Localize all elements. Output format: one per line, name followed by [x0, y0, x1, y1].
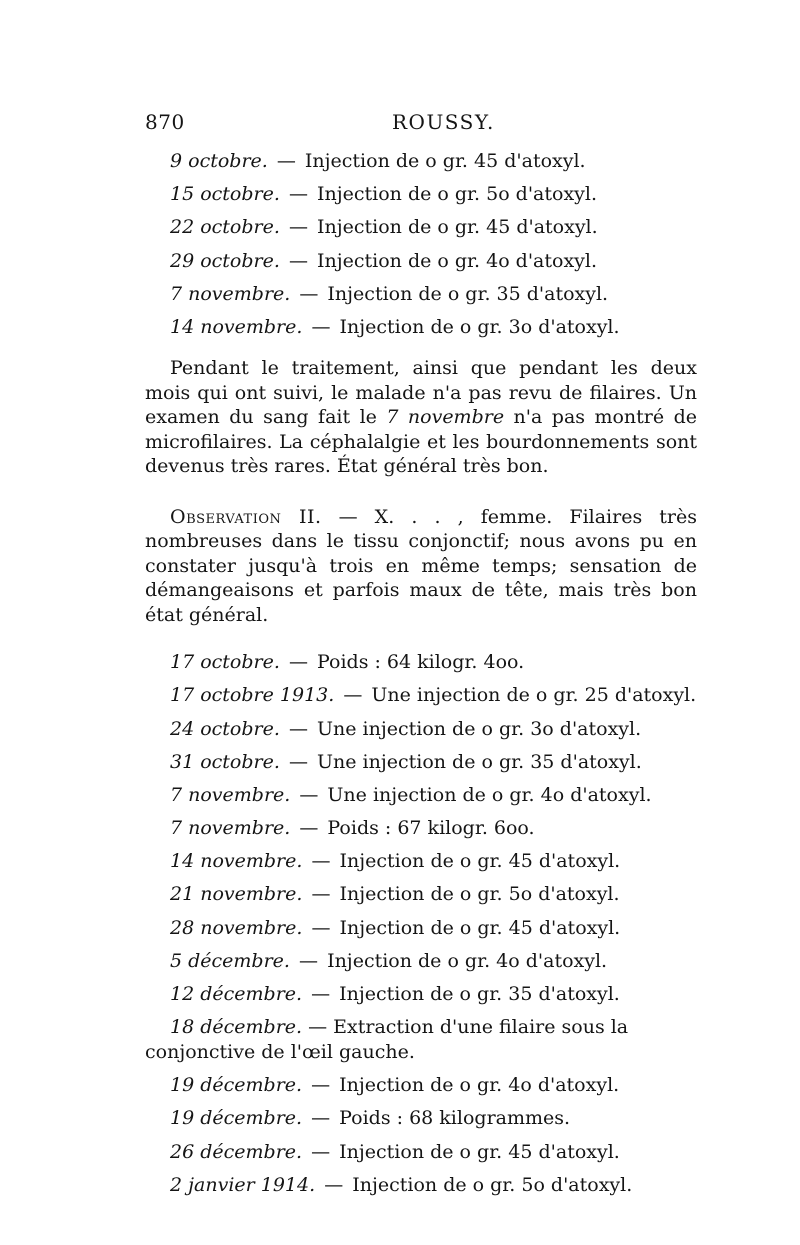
- entry-date: 18 décembre.: [170, 1016, 303, 1039]
- entry-dash: —: [324, 1173, 344, 1196]
- entry-date: 19 décembre.: [170, 1074, 303, 1097]
- entry-date: 26 décembre.: [170, 1140, 303, 1163]
- entry-date: 22 octobre.: [170, 216, 280, 239]
- treatment-log-observation-2-continued: [0, 1069, 800, 1202]
- entry-date: 15 octobre.: [170, 183, 280, 206]
- entry-dash: —: [288, 249, 308, 272]
- entry-date: 14 novembre.: [170, 315, 303, 338]
- entry-date: 2 janvier 1914.: [170, 1173, 316, 1196]
- entry-date: 14 novembre.: [170, 850, 303, 873]
- entry-text: Injection de o gr. 45 d'atoxyl.: [339, 916, 621, 939]
- entry-text: Injection de o gr. 4o d'atoxyl.: [327, 949, 608, 972]
- observation-label: Observation II.: [170, 505, 322, 528]
- log-entry: [170, 311, 710, 344]
- entry-date: 12 décembre.: [170, 983, 303, 1005]
- log-entry: [170, 145, 710, 178]
- entry-dash: —: [308, 1016, 328, 1039]
- entry-date: 24 octobre.: [170, 717, 280, 740]
- entry-date: 7 novembre.: [170, 282, 291, 305]
- running-head: ROUSSY.: [392, 110, 495, 134]
- log-entry: [170, 245, 710, 278]
- entry-dash: —: [311, 850, 331, 873]
- entry-text: Injection de o gr. 35 d'atoxyl.: [339, 983, 620, 1005]
- log-entry: [170, 945, 710, 978]
- entry-text: Injection de o gr. 45 d'atoxyl.: [339, 850, 621, 873]
- entry-dash: —: [343, 684, 363, 707]
- entry-date: 29 octobre.: [170, 249, 280, 272]
- treatment-log-observation-1: [0, 145, 800, 344]
- entry-date: 17 octobre.: [170, 651, 280, 674]
- entry-dash: —: [311, 315, 331, 338]
- entry-date: 17 octobre 1913.: [170, 684, 335, 707]
- entry-dash: —: [288, 183, 308, 206]
- entry-text: Une injection de o gr. 4o d'atoxyl.: [327, 783, 652, 806]
- entry-text: Injection de o gr. 5o d'atoxyl.: [352, 1173, 633, 1196]
- entry-text: Injection de o gr. 35 d'atoxyl.: [327, 282, 609, 305]
- entry-dash: —: [311, 1140, 331, 1163]
- log-entry-wrapped: [145, 1015, 697, 1065]
- entry-dash: —: [288, 750, 308, 773]
- log-entry: [170, 746, 710, 779]
- log-entry: [170, 878, 710, 911]
- log-entry: [170, 978, 710, 1011]
- log-entry: [170, 1069, 710, 1102]
- log-entry: [170, 1136, 710, 1169]
- log-entry: [170, 1169, 710, 1202]
- entry-date: 7 novembre.: [170, 783, 291, 806]
- entry-text: Poids : 67 kilogr. 6oo.: [327, 817, 535, 840]
- paragraph-text: — X. . . , femme. Filaires très nombreuses dans le tissu conjonctif; nous avons pu en constater jusqu'à trois en même temps; sensation de démangeaisons et parfois maux de tête, mais très bon état général.: [145, 505, 698, 626]
- entry-text: Injection de o gr. 4o d'atoxyl.: [317, 249, 598, 272]
- entry-text: Injection de o gr. 45 d'atoxyl.: [304, 150, 586, 172]
- entry-text: Injection de o gr. 5o d'atoxyl.: [317, 183, 598, 206]
- entry-dash: —: [311, 916, 331, 939]
- entry-dash: —: [299, 817, 319, 840]
- log-entry: [170, 278, 710, 311]
- log-entry: [170, 779, 710, 812]
- entry-text: Injection de o gr. 45 d'atoxyl.: [339, 1140, 620, 1163]
- entry-text: Une injection de o gr. 25 d'atoxyl.: [371, 684, 697, 707]
- entry-date: 9 octobre.: [170, 150, 268, 172]
- log-entry: [170, 1102, 710, 1135]
- log-entry: [170, 679, 710, 712]
- log-entry: [170, 812, 710, 845]
- entry-dash: —: [288, 717, 308, 740]
- entry-text: Injection de o gr. 5o d'atoxyl.: [339, 883, 620, 906]
- entry-date: 21 novembre.: [170, 883, 303, 906]
- entry-text: Poids : 64 kilogr. 4oo.: [317, 651, 525, 674]
- entry-text: Injection de o gr. 4o d'atoxyl.: [339, 1074, 620, 1097]
- entry-dash: —: [288, 216, 308, 239]
- log-entry: [170, 211, 710, 244]
- entry-text: Injection de o gr. 3o d'atoxyl.: [339, 315, 620, 338]
- entry-text: Une injection de o gr. 35 d'atoxyl.: [317, 750, 642, 773]
- page-number: 870: [145, 110, 185, 134]
- treatment-log-observation-2: [0, 646, 800, 1011]
- entry-dash: —: [299, 949, 319, 972]
- entry-dash: —: [311, 883, 331, 906]
- paragraph-observation-2: [145, 505, 697, 628]
- log-entry: [170, 912, 710, 945]
- paragraph-text: Pendant le traitement, ainsi que pendant les deux mois qui ont suivi, le malade n'a pas revu de filaires. Un examen du sang fait le: [145, 357, 697, 429]
- entry-dash: —: [299, 282, 319, 305]
- paragraph-italic-date: 7 novembre: [386, 406, 505, 429]
- page-body: [0, 145, 800, 1202]
- entry-date: 5 décembre.: [170, 949, 290, 972]
- paragraph-text: n'a pas montré de microfilaires. La céphalalgie et les bourdonnements sont devenus très rares. État général très bon.: [145, 406, 698, 478]
- entry-dash: —: [311, 1074, 331, 1097]
- log-entry: [170, 713, 710, 746]
- entry-dash: —: [276, 150, 296, 172]
- entry-date: 31 octobre.: [170, 750, 280, 773]
- entry-dash: —: [311, 1107, 331, 1130]
- entry-dash: —: [299, 783, 319, 806]
- paragraph-treatment-result: [145, 356, 697, 479]
- entry-date: 7 novembre.: [170, 817, 291, 840]
- entry-dash: —: [311, 983, 331, 1005]
- entry-text: Poids : 68 kilogrammes.: [339, 1107, 571, 1130]
- log-entry: [170, 845, 710, 878]
- entry-text: Extraction d'une filaire sous la conjonctive de l'œil gauche.: [145, 1016, 629, 1064]
- entry-date: 28 novembre.: [170, 916, 303, 939]
- entry-text: Une injection de o gr. 3o d'atoxyl.: [317, 717, 642, 740]
- log-entry: [170, 646, 710, 679]
- page-header: [0, 110, 800, 140]
- entry-dash: —: [288, 651, 308, 674]
- entry-text: Injection de o gr. 45 d'atoxyl.: [317, 216, 598, 239]
- entry-date: 19 décembre.: [170, 1107, 303, 1130]
- log-entry: [170, 178, 710, 211]
